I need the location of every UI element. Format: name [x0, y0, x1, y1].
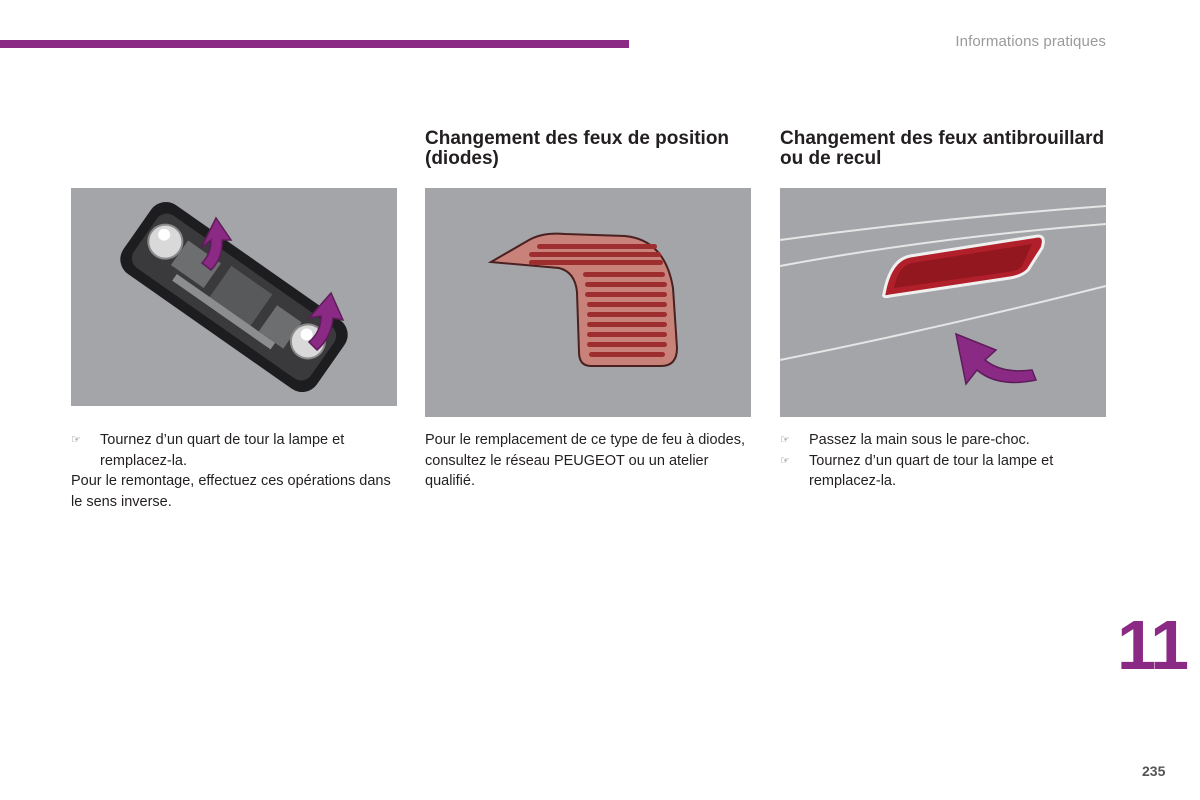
led-light-figure	[425, 188, 751, 417]
instruction-text: Passez la main sous le pare-choc.	[809, 432, 1030, 448]
fog-light-figure	[780, 188, 1106, 417]
fog-reverse-lights-heading: Changement des feux antibrouillard ou de recul	[780, 128, 1105, 169]
bulb-holder-figure	[71, 188, 397, 406]
tail-lamp-bulb-holder-icon	[71, 188, 397, 406]
pointing-hand-icon: ☞	[780, 453, 790, 467]
led-position-light-icon	[425, 188, 751, 417]
reassembly-note: Pour le remontage, effectuez ces opérations dans le sens inverse.	[71, 473, 391, 510]
chapter-number: 11	[1117, 606, 1187, 684]
position-lights-heading: Changement des feux de position (diodes)	[425, 128, 730, 169]
section-label: Informations pratiques	[955, 33, 1106, 50]
chapter-accent-bar	[0, 40, 629, 48]
column-2-text	[425, 430, 752, 492]
instruction-bullet	[780, 430, 1107, 451]
instruction-text: Tournez d’un quart de tour la lampe et remplacez-la.	[100, 432, 345, 469]
pointing-hand-icon: ☞	[780, 433, 790, 446]
instruction-text: Tournez d’un quart de tour la lampe et remplacez-la.	[809, 452, 1054, 489]
column-3-text	[780, 430, 1107, 492]
instruction-bullet	[780, 451, 1107, 492]
instruction-bullet	[71, 430, 398, 471]
page-number: 235	[1142, 763, 1166, 779]
column-1-text	[71, 430, 398, 512]
rear-fog-light-bumper-icon	[780, 188, 1106, 417]
pointing-hand-icon: ☞	[71, 433, 81, 446]
led-replacement-note: Pour le remplacement de ce type de feu à diodes, consultez le réseau PEUGEOT ou un atelier qualifié.	[425, 432, 745, 489]
